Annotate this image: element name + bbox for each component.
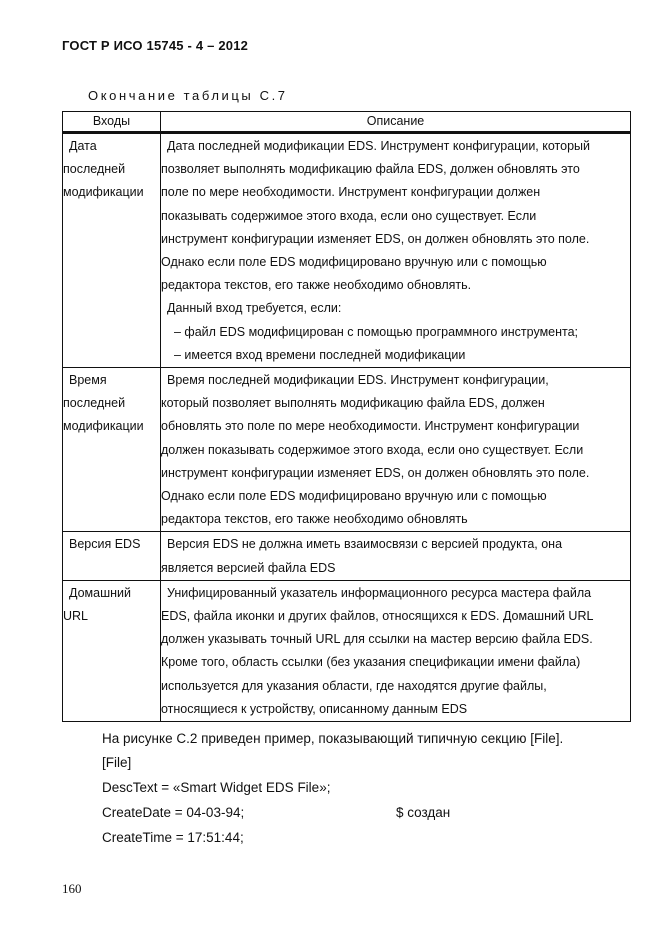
description-line: относящиеся к устройству, описанному данным EDS [161, 701, 468, 716]
code-line-createdate: CreateDate = 04-03-94; [102, 805, 245, 820]
input-line: последней [63, 396, 126, 411]
input-line: URL [63, 609, 89, 624]
description-line: должен показывать содержимое этого входа, если оно существует. Если [161, 442, 584, 457]
description-line: Время последней модификации EDS. Инструмент конфигурации, [167, 373, 549, 388]
description-line: Унифицированный указатель информационного ресурса мастера файла [167, 585, 592, 600]
description-line: Дата последней модификации EDS. Инструмент конфигурации, который [167, 139, 590, 153]
table-row [63, 133, 631, 368]
description-line: позволяет выполнять модификацию файла EDS, должен обновлять это [161, 162, 580, 177]
description-line: инструмент конфигурации изменяет EDS, он должен обновлять это поле. [161, 231, 590, 246]
description-line: Данный вход требуется, если: [167, 301, 342, 316]
page-number: 160 [62, 881, 82, 896]
description-list-item: – файл EDS модифицирован с помощью программного инструмента; [174, 324, 579, 339]
input-line: Время [69, 373, 107, 388]
description-line: который позволяет выполнять модификацию файла EDS, должен [161, 396, 545, 411]
table-caption: Окончание таблицы С.7 [88, 88, 288, 103]
description-line: редактора текстов, его также необходимо обновлять [161, 512, 468, 527]
description-cell [161, 532, 631, 580]
column-header-description: Описание [161, 112, 631, 133]
description-line: должен указывать точный URL для ссылки на мастер версию файла EDS. [161, 632, 593, 647]
input-cell [63, 580, 161, 721]
input-line: модификации [63, 419, 144, 434]
table-row [63, 368, 631, 532]
input-line: последней [63, 162, 126, 177]
description-line: инструмент конфигурации изменяет EDS, он должен обновлять это поле. [161, 465, 590, 480]
description-line: Однако если поле EDS модифицировано вручную или с помощью [161, 489, 547, 504]
input-cell [63, 133, 161, 368]
description-line: обновлять это поле по мере необходимости. Инструмент конфигурации [161, 419, 580, 434]
description-cell [161, 580, 631, 721]
description-line: Однако если поле EDS модифицировано вручную или с помощью [161, 255, 547, 270]
table-row [63, 532, 631, 580]
description-line: Версия EDS не должна иметь взаимосвязи с версией продукта, она [167, 537, 563, 552]
document-header: ГОСТ Р ИСО 15745 - 4 – 2012 [62, 38, 249, 53]
description-line: используется для указания области, где находятся другие файлы, [161, 678, 547, 693]
code-line-createtime: CreateTime = 17:51:44; [102, 830, 244, 845]
input-line: модификации [63, 185, 144, 200]
code-comment: $ создан [396, 805, 451, 820]
input-cell [63, 532, 161, 580]
description-line: поле по мере необходимости. Инструмент конфигурации должен [161, 185, 541, 200]
description-line: является версией файла EDS [161, 560, 336, 575]
eds-inputs-table [62, 111, 631, 722]
input-line: Дата [69, 139, 97, 153]
description-line: показывать содержимое этого входа, если оно существует. Если [161, 208, 537, 223]
code-line-section: [File] [102, 755, 132, 770]
body-paragraph: На рисунке С.2 приведен пример, показывающий типичную секцию [File]. [102, 731, 564, 746]
table-header-row [63, 112, 631, 133]
input-line: Домашний [69, 585, 131, 600]
description-line: EDS, файла иконки и других файлов, относящихся к EDS. Домашний URL [161, 609, 594, 624]
description-list-item: – имеется вход времени последней модификации [174, 347, 466, 362]
description-cell [161, 368, 631, 532]
input-cell [63, 368, 161, 532]
column-header-inputs: Входы [63, 112, 161, 133]
description-line: Кроме того, область ссылки (без указания спецификации имени файла) [161, 655, 581, 670]
description-cell [161, 133, 631, 368]
code-line-desctext: DescText = «Smart Widget EDS File»; [102, 780, 331, 795]
description-line: редактора текстов, его также необходимо обновлять. [161, 278, 472, 293]
input-line: Версия EDS [69, 537, 141, 552]
table-row [63, 580, 631, 721]
